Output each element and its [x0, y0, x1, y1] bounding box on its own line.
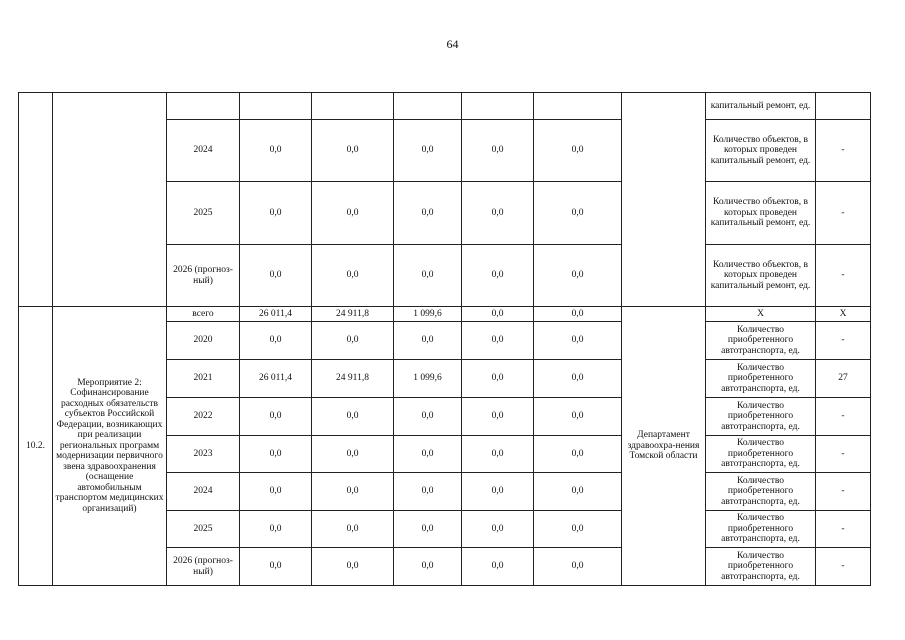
- indicator-cell: Количество приобретенного автотранспорта, ед.: [706, 436, 816, 473]
- value-cell: 0,0: [534, 398, 622, 436]
- year-cell: 2026 (прогноз-ный): [167, 245, 240, 307]
- indicator-cell: Количество приобретенного автотранспорта, ед.: [706, 511, 816, 548]
- target-cell: -: [816, 322, 871, 360]
- value-cell: 0,0: [462, 245, 534, 307]
- value-cell: 0,0: [394, 322, 462, 360]
- value-cell: 0,0: [312, 245, 394, 307]
- value-cell: 0,0: [534, 511, 622, 548]
- target-cell: -: [816, 398, 871, 436]
- value-cell: [312, 93, 394, 120]
- name-cell-empty: [53, 93, 167, 307]
- indicator-cell: Количество приобретенного автотранспорта, ед.: [706, 322, 816, 360]
- target-cell: 27: [816, 360, 871, 398]
- value-cell: [534, 93, 622, 120]
- value-cell: 0,0: [312, 398, 394, 436]
- year-cell: [167, 93, 240, 120]
- department-cell-empty: [622, 93, 706, 307]
- value-cell: [462, 93, 534, 120]
- value-cell: 1 099,6: [394, 360, 462, 398]
- value-cell: 0,0: [240, 473, 312, 511]
- year-cell: 2025: [167, 182, 240, 245]
- value-cell: 0,0: [534, 307, 622, 322]
- value-cell: 0,0: [534, 322, 622, 360]
- value-cell: 0,0: [462, 120, 534, 182]
- value-cell: 0,0: [394, 548, 462, 586]
- value-cell: 26 011,4: [240, 360, 312, 398]
- value-cell: 0,0: [462, 182, 534, 245]
- indicator-cell: Количество приобретенного автотранспорта, ед.: [706, 398, 816, 436]
- value-cell: 0,0: [462, 511, 534, 548]
- value-cell: 0,0: [240, 245, 312, 307]
- value-cell: 0,0: [394, 245, 462, 307]
- target-cell: -: [816, 436, 871, 473]
- value-cell: 24 911,8: [312, 360, 394, 398]
- value-cell: 0,0: [462, 436, 534, 473]
- target-cell: -: [816, 182, 871, 245]
- target-cell: -: [816, 548, 871, 586]
- year-cell: 2023: [167, 436, 240, 473]
- target-cell: X: [816, 307, 871, 322]
- year-cell: 2024: [167, 473, 240, 511]
- target-cell: -: [816, 511, 871, 548]
- value-cell: 0,0: [312, 473, 394, 511]
- value-cell: 0,0: [534, 360, 622, 398]
- value-cell: [240, 93, 312, 120]
- value-cell: 0,0: [240, 322, 312, 360]
- indicator-cell: капитальный ремонт, ед.: [706, 93, 816, 120]
- value-cell: 0,0: [312, 120, 394, 182]
- value-cell: [394, 93, 462, 120]
- value-cell: 0,0: [312, 511, 394, 548]
- target-cell: -: [816, 245, 871, 307]
- value-cell: 0,0: [534, 473, 622, 511]
- value-cell: 0,0: [462, 548, 534, 586]
- number-cell-empty: [19, 93, 53, 307]
- value-cell: 0,0: [462, 322, 534, 360]
- measure-name: Мероприятие 2: Софинансирование расходных обязательств субъектов Российской Федерации, возникающих при реализации региональных программ модернизации первичного звена здравоохранения (оснащение автомобильным транспортом медицинских организаций): [53, 307, 167, 586]
- value-cell: 0,0: [240, 511, 312, 548]
- program-table: [18, 92, 871, 586]
- value-cell: 0,0: [534, 182, 622, 245]
- value-cell: 0,0: [312, 322, 394, 360]
- value-cell: 24 911,8: [312, 307, 394, 322]
- value-cell: 0,0: [312, 182, 394, 245]
- year-cell: 2024: [167, 120, 240, 182]
- value-cell: 0,0: [534, 436, 622, 473]
- value-cell: 0,0: [394, 473, 462, 511]
- table-row: [19, 307, 871, 322]
- page-number: 64: [446, 37, 459, 51]
- value-cell: 0,0: [312, 436, 394, 473]
- value-cell: 0,0: [312, 548, 394, 586]
- value-cell: 1 099,6: [394, 307, 462, 322]
- value-cell: 0,0: [534, 245, 622, 307]
- measure-number: 10.2.: [19, 307, 53, 586]
- value-cell: 0,0: [394, 511, 462, 548]
- year-cell: 2021: [167, 360, 240, 398]
- value-cell: 26 011,4: [240, 307, 312, 322]
- value-cell: 0,0: [240, 182, 312, 245]
- value-cell: 0,0: [240, 436, 312, 473]
- value-cell: 0,0: [240, 548, 312, 586]
- year-cell: 2026 (прогноз-ный): [167, 548, 240, 586]
- indicator-cell: Количество объектов, в которых проведен капитальный ремонт, ед.: [706, 182, 816, 245]
- value-cell: 0,0: [240, 120, 312, 182]
- indicator-cell: Количество приобретенного автотранспорта, ед.: [706, 548, 816, 586]
- value-cell: 0,0: [240, 398, 312, 436]
- value-cell: 0,0: [394, 398, 462, 436]
- indicator-cell: Количество приобретенного автотранспорта, ед.: [706, 360, 816, 398]
- value-cell: 0,0: [462, 473, 534, 511]
- table-row: [19, 93, 871, 120]
- year-cell: 2020: [167, 322, 240, 360]
- indicator-cell: X: [706, 307, 816, 322]
- target-cell: [816, 93, 871, 120]
- value-cell: 0,0: [534, 120, 622, 182]
- value-cell: 0,0: [462, 307, 534, 322]
- indicator-cell: Количество объектов, в которых проведен капитальный ремонт, ед.: [706, 120, 816, 182]
- value-cell: 0,0: [534, 548, 622, 586]
- target-cell: -: [816, 473, 871, 511]
- indicator-cell: Количество объектов, в которых проведен капитальный ремонт, ед.: [706, 245, 816, 307]
- value-cell: 0,0: [394, 120, 462, 182]
- value-cell: 0,0: [462, 398, 534, 436]
- value-cell: 0,0: [394, 436, 462, 473]
- value-cell: 0,0: [394, 182, 462, 245]
- target-cell: -: [816, 120, 871, 182]
- year-cell: всего: [167, 307, 240, 322]
- year-cell: 2025: [167, 511, 240, 548]
- department-cell: Департамент здравоохра-нения Томской области: [622, 307, 706, 586]
- value-cell: 0,0: [462, 360, 534, 398]
- year-cell: 2022: [167, 398, 240, 436]
- indicator-cell: Количество приобретенного автотранспорта, ед.: [706, 473, 816, 511]
